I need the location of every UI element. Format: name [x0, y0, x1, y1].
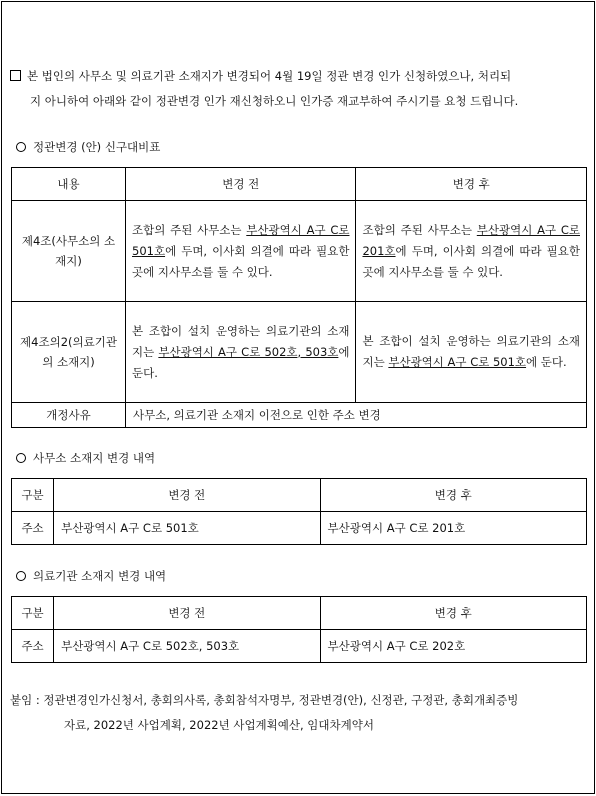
table-row-reason: [12, 403, 587, 428]
header-category: 구분: [12, 479, 54, 512]
address-after: 부산광역시 A구 C로 201호: [320, 512, 586, 545]
attachment-list: [10, 688, 592, 738]
table-header-row: [12, 597, 587, 630]
row-category: 주소: [12, 512, 54, 545]
address-after: 부산광역시 A구 C로 202호: [320, 630, 586, 663]
table-header-row: [12, 168, 587, 201]
document-page: [1, 1, 595, 794]
checkbox-bullet-icon: [10, 70, 21, 81]
attachment-line-2: 자료, 2022년 사업계획, 2022년 사업계획예산, 임대차계약서: [64, 718, 374, 732]
table-row: [12, 201, 587, 302]
row-label: 제4조의2(의료기관의 소재지): [12, 302, 126, 403]
clinic-address-table: [11, 596, 587, 663]
row-category: 주소: [12, 630, 54, 663]
before-text: 본 조합이 설치 운영하는 의료기관의 소재지는 부산광역시 A구 C로 502호, 503호에 둔다.: [126, 302, 356, 403]
attachment-line-1: 붙임 : 정관변경인가신청서, 총회의사록, 총회참석자명부, 정관변경(안), 신정관, 구정관, 총회개최증빙: [10, 693, 519, 707]
after-text: 조합의 주된 사무소는 부산광역시 A구 C로 201호에 두며, 이사회 의결에 따라 필요한 곳에 지사무소를 둘 수 있다.: [356, 201, 587, 302]
table-row: [12, 302, 587, 403]
after-text: 본 조합이 설치 운영하는 의료기관의 소재지는 부산광역시 A구 C로 501호에 둔다.: [356, 302, 587, 403]
circle-bullet-icon: [16, 453, 26, 463]
section2-title: 사무소 소재지 변경 내역: [16, 450, 155, 466]
intro-line-2: 지 아니하여 아래와 같이 정관변경 인가 재신청하오니 인가증 재교부하여 주시기를 요청 드립니다.: [30, 94, 519, 108]
circle-bullet-icon: [16, 142, 26, 152]
table-header-row: [12, 479, 587, 512]
header-before: 변경 전: [54, 597, 320, 630]
address-before: 부산광역시 A구 C로 502호, 503호: [54, 630, 320, 663]
circle-bullet-icon: [16, 571, 26, 581]
section3-title: 의료기관 소재지 변경 내역: [16, 568, 166, 584]
header-after: 변경 후: [320, 597, 586, 630]
table-row: [12, 630, 587, 663]
header-category: 구분: [12, 597, 54, 630]
header-after: 변경 후: [356, 168, 587, 201]
intro-paragraph: [10, 64, 588, 114]
row-label: 제4조(사무소의 소재지): [12, 201, 126, 302]
address-before: 부산광역시 A구 C로 501호: [54, 512, 320, 545]
comparison-table: [11, 167, 587, 428]
header-after: 변경 후: [320, 479, 586, 512]
office-address-table: [11, 478, 587, 545]
header-before: 변경 전: [54, 479, 320, 512]
reason-label: 개정사유: [12, 403, 126, 428]
before-text: 조합의 주된 사무소는 부산광역시 A구 C로 501호에 두며, 이사회 의결에 따라 필요한 곳에 지사무소를 둘 수 있다.: [126, 201, 356, 302]
section1-title: 정관변경 (안) 신구대비표: [16, 139, 160, 155]
header-before: 변경 전: [126, 168, 356, 201]
intro-line-1: 본 법인의 사무소 및 의료기관 소재지가 변경되어 4월 19일 정관 변경 인가 신청하였으나, 처리되: [27, 69, 512, 83]
table-row: [12, 512, 587, 545]
reason-text: 사무소, 의료기관 소재지 이전으로 인한 주소 변경: [126, 403, 587, 428]
header-content: 내용: [12, 168, 126, 201]
